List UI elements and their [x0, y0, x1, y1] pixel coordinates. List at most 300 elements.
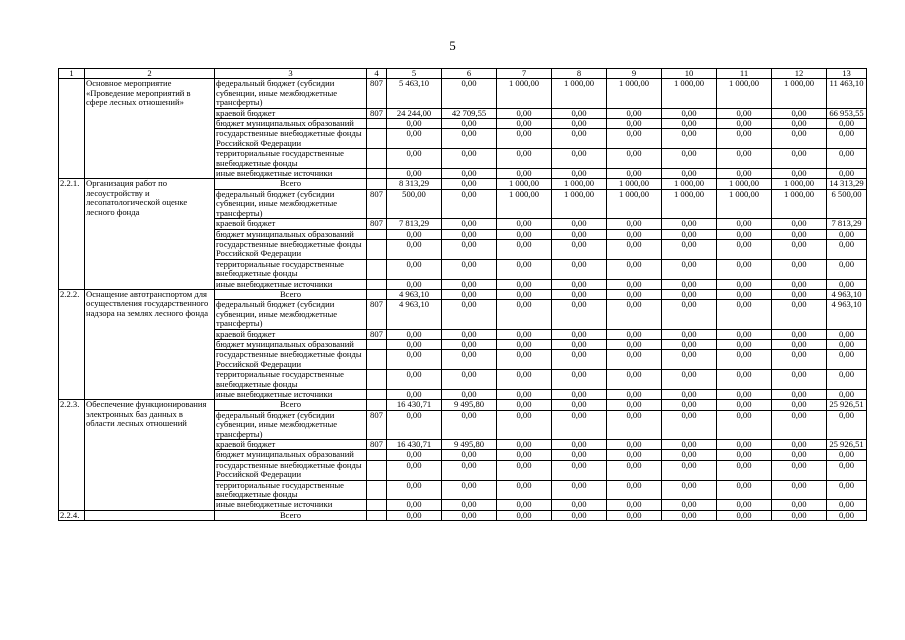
amount-cell: 0,00 [772, 460, 827, 480]
amount-cell: 0,00 [772, 219, 827, 229]
amount-cell: 14 313,29 [827, 179, 867, 189]
amount-cell: 0,00 [772, 149, 827, 169]
amount-cell: 0,00 [607, 350, 662, 370]
amount-cell: 0,00 [497, 329, 552, 339]
amount-cell: 66 953,55 [827, 108, 867, 118]
amount-cell: 0,00 [662, 259, 717, 279]
amount-cell: 16 430,71 [387, 440, 442, 450]
amount-cell: 1 000,00 [497, 189, 552, 218]
amount-cell: 0,00 [552, 169, 607, 179]
amount-cell: 0,00 [662, 390, 717, 400]
amount-cell: 0,00 [772, 370, 827, 390]
amount-cell: 0,00 [827, 239, 867, 259]
amount-cell: 0,00 [387, 339, 442, 349]
table-body [59, 79, 867, 521]
amount-cell: 0,00 [717, 350, 772, 370]
amount-cell: 0,00 [717, 279, 772, 289]
amount-cell: 0,00 [387, 480, 442, 500]
funding-source: бюджет муниципальных образований [215, 119, 367, 129]
amount-cell: 0,00 [607, 129, 662, 149]
section-name [85, 510, 215, 520]
budget-code [367, 259, 387, 279]
header-cell: 10 [662, 69, 717, 79]
amount-cell: 1 000,00 [552, 79, 607, 108]
amount-cell: 0,00 [442, 149, 497, 169]
header-cell: 12 [772, 69, 827, 79]
amount-cell: 0,00 [827, 279, 867, 289]
amount-cell: 0,00 [607, 119, 662, 129]
amount-cell: 0,00 [717, 460, 772, 480]
amount-cell: 0,00 [662, 129, 717, 149]
header-cell: 3 [215, 69, 367, 79]
amount-cell: 0,00 [772, 400, 827, 410]
amount-cell: 0,00 [387, 129, 442, 149]
amount-cell: 0,00 [607, 500, 662, 510]
amount-cell: 0,00 [827, 410, 867, 439]
amount-cell: 11 463,10 [827, 79, 867, 108]
amount-cell: 0,00 [827, 129, 867, 149]
amount-cell: 0,00 [552, 239, 607, 259]
funding-source: иные внебюджетные источники [215, 390, 367, 400]
amount-cell: 0,00 [827, 390, 867, 400]
budget-code: 807 [367, 410, 387, 439]
amount-cell: 0,00 [552, 350, 607, 370]
amount-cell: 42 709,55 [442, 108, 497, 118]
budget-code [367, 390, 387, 400]
amount-cell: 0,00 [497, 510, 552, 520]
amount-cell: 1 000,00 [662, 179, 717, 189]
amount-cell: 0,00 [662, 440, 717, 450]
budget-code: 807 [367, 440, 387, 450]
amount-cell: 0,00 [607, 370, 662, 390]
amount-cell: 0,00 [552, 129, 607, 149]
header-cell: 2 [85, 69, 215, 79]
budget-code [367, 500, 387, 510]
table-row [59, 179, 867, 189]
amount-cell: 1 000,00 [717, 179, 772, 189]
amount-cell: 0,00 [772, 350, 827, 370]
amount-cell: 1 000,00 [772, 189, 827, 218]
amount-cell: 0,00 [497, 289, 552, 299]
amount-cell: 0,00 [772, 129, 827, 149]
amount-cell: 25 926,51 [827, 400, 867, 410]
amount-cell: 0,00 [552, 259, 607, 279]
amount-cell: 0,00 [772, 329, 827, 339]
amount-cell: 0,00 [827, 149, 867, 169]
amount-cell: 0,00 [552, 500, 607, 510]
amount-cell: 0,00 [607, 329, 662, 339]
header-cell: 5 [387, 69, 442, 79]
amount-cell: 0,00 [552, 400, 607, 410]
amount-cell: 0,00 [662, 239, 717, 259]
amount-cell: 0,00 [717, 219, 772, 229]
amount-cell: 0,00 [827, 350, 867, 370]
amount-cell: 0,00 [552, 370, 607, 390]
amount-cell: 0,00 [442, 79, 497, 108]
section-number: 2.2.4. [59, 510, 85, 520]
amount-cell: 25 926,51 [827, 440, 867, 450]
amount-cell: 0,00 [772, 300, 827, 329]
amount-cell: 0,00 [607, 410, 662, 439]
amount-cell: 0,00 [387, 279, 442, 289]
header-cell: 11 [717, 69, 772, 79]
amount-cell: 0,00 [497, 259, 552, 279]
funding-source: бюджет муниципальных образований [215, 450, 367, 460]
amount-cell: 0,00 [607, 229, 662, 239]
amount-cell: 0,00 [662, 169, 717, 179]
amount-cell: 0,00 [662, 480, 717, 500]
amount-cell: 0,00 [387, 500, 442, 510]
amount-cell: 0,00 [607, 239, 662, 259]
budget-code: 807 [367, 329, 387, 339]
amount-cell: 0,00 [442, 329, 497, 339]
amount-cell: 0,00 [552, 450, 607, 460]
amount-cell: 1 000,00 [772, 179, 827, 189]
amount-cell: 0,00 [717, 119, 772, 129]
amount-cell: 0,00 [662, 460, 717, 480]
amount-cell: 0,00 [387, 229, 442, 239]
amount-cell: 0,00 [662, 410, 717, 439]
amount-cell: 1 000,00 [497, 79, 552, 108]
amount-cell: 0,00 [497, 400, 552, 410]
funding-source: государственные внебюджетные фонды Российской Федерации [215, 460, 367, 480]
amount-cell: 0,00 [442, 410, 497, 439]
funding-source: территориальные государственные внебюджетные фонды [215, 370, 367, 390]
amount-cell: 0,00 [827, 480, 867, 500]
amount-cell: 0,00 [662, 450, 717, 460]
amount-cell: 0,00 [442, 279, 497, 289]
header-cell: 4 [367, 69, 387, 79]
amount-cell: 1 000,00 [662, 79, 717, 108]
amount-cell: 4 963,10 [387, 289, 442, 299]
amount-cell: 0,00 [717, 229, 772, 239]
amount-cell: 0,00 [552, 440, 607, 450]
amount-cell: 0,00 [662, 108, 717, 118]
header-cell: 6 [442, 69, 497, 79]
amount-cell: 0,00 [717, 450, 772, 460]
amount-cell: 0,00 [607, 259, 662, 279]
amount-cell: 0,00 [662, 339, 717, 349]
amount-cell: 0,00 [442, 460, 497, 480]
amount-cell: 0,00 [772, 259, 827, 279]
amount-cell: 0,00 [607, 450, 662, 460]
amount-cell: 4 963,10 [827, 300, 867, 329]
amount-cell: 0,00 [387, 460, 442, 480]
amount-cell: 500,00 [387, 189, 442, 218]
amount-cell: 0,00 [717, 390, 772, 400]
budget-code [367, 289, 387, 299]
amount-cell: 0,00 [552, 480, 607, 500]
amount-cell: 0,00 [497, 219, 552, 229]
amount-cell: 0,00 [827, 229, 867, 239]
amount-cell: 1 000,00 [717, 79, 772, 108]
amount-cell: 0,00 [442, 339, 497, 349]
section-number: 2.2.2. [59, 289, 85, 399]
amount-cell: 0,00 [662, 350, 717, 370]
amount-cell: 0,00 [552, 390, 607, 400]
amount-cell: 0,00 [662, 500, 717, 510]
section-number: 2.2.3. [59, 400, 85, 510]
amount-cell: 0,00 [827, 259, 867, 279]
amount-cell: 0,00 [717, 329, 772, 339]
amount-cell: 0,00 [607, 480, 662, 500]
amount-cell: 0,00 [772, 108, 827, 118]
funding-source: Всего [215, 510, 367, 520]
amount-cell: 0,00 [442, 129, 497, 149]
budget-code: 807 [367, 79, 387, 108]
section-number [59, 79, 85, 179]
amount-cell: 0,00 [772, 440, 827, 450]
amount-cell: 0,00 [552, 510, 607, 520]
amount-cell: 5 463,10 [387, 79, 442, 108]
amount-cell: 0,00 [717, 510, 772, 520]
amount-cell: 0,00 [607, 400, 662, 410]
amount-cell: 0,00 [772, 279, 827, 289]
amount-cell: 0,00 [717, 289, 772, 299]
amount-cell: 24 244,00 [387, 108, 442, 118]
amount-cell: 1 000,00 [717, 189, 772, 218]
amount-cell: 0,00 [552, 108, 607, 118]
amount-cell: 0,00 [717, 440, 772, 450]
funding-source: краевой бюджет [215, 108, 367, 118]
amount-cell: 0,00 [497, 129, 552, 149]
amount-cell: 0,00 [552, 329, 607, 339]
amount-cell: 0,00 [717, 300, 772, 329]
amount-cell: 0,00 [607, 460, 662, 480]
budget-code [367, 350, 387, 370]
funding-source: Всего [215, 179, 367, 189]
budget-code [367, 510, 387, 520]
amount-cell: 0,00 [827, 329, 867, 339]
amount-cell: 0,00 [442, 480, 497, 500]
amount-cell: 0,00 [442, 259, 497, 279]
amount-cell: 0,00 [497, 440, 552, 450]
funding-source: краевой бюджет [215, 329, 367, 339]
funding-source: иные внебюджетные источники [215, 500, 367, 510]
amount-cell: 0,00 [497, 350, 552, 370]
amount-cell: 0,00 [497, 500, 552, 510]
amount-cell: 0,00 [387, 169, 442, 179]
section-name: Обеспечение функционирования электронных баз данных в области лесных отношений [85, 400, 215, 510]
amount-cell: 0,00 [442, 350, 497, 370]
amount-cell: 0,00 [442, 370, 497, 390]
amount-cell: 0,00 [442, 239, 497, 259]
amount-cell: 1 000,00 [607, 179, 662, 189]
amount-cell: 0,00 [387, 259, 442, 279]
table-row [59, 400, 867, 410]
amount-cell: 0,00 [662, 279, 717, 289]
amount-cell: 0,00 [442, 229, 497, 239]
amount-cell: 0,00 [772, 510, 827, 520]
amount-cell: 0,00 [717, 169, 772, 179]
amount-cell: 0,00 [772, 450, 827, 460]
section-number: 2.2.1. [59, 179, 85, 289]
funding-source: Всего [215, 400, 367, 410]
header-cell: 9 [607, 69, 662, 79]
budget-code [367, 149, 387, 169]
amount-cell: 0,00 [552, 289, 607, 299]
amount-cell: 0,00 [387, 350, 442, 370]
amount-cell: 0,00 [552, 339, 607, 349]
amount-cell: 0,00 [497, 300, 552, 329]
amount-cell: 1 000,00 [662, 189, 717, 218]
amount-cell: 0,00 [497, 460, 552, 480]
amount-cell: 0,00 [552, 219, 607, 229]
amount-cell: 0,00 [552, 460, 607, 480]
amount-cell: 0,00 [442, 300, 497, 329]
table-row [59, 510, 867, 520]
amount-cell: 0,00 [607, 169, 662, 179]
amount-cell: 4 963,10 [827, 289, 867, 299]
amount-cell: 0,00 [387, 390, 442, 400]
funding-source: федеральный бюджет (субсидии субвенции, иные межбюджетные трансферты) [215, 189, 367, 218]
amount-cell: 0,00 [717, 259, 772, 279]
budget-code [367, 279, 387, 289]
amount-cell: 0,00 [717, 370, 772, 390]
amount-cell: 0,00 [442, 189, 497, 218]
table-row [59, 79, 867, 108]
amount-cell: 1 000,00 [607, 79, 662, 108]
amount-cell: 0,00 [607, 300, 662, 329]
funding-source: краевой бюджет [215, 440, 367, 450]
amount-cell: 0,00 [772, 339, 827, 349]
amount-cell: 8 313,29 [387, 179, 442, 189]
amount-cell: 0,00 [497, 119, 552, 129]
amount-cell: 16 430,71 [387, 400, 442, 410]
amount-cell: 0,00 [662, 329, 717, 339]
amount-cell: 0,00 [662, 229, 717, 239]
amount-cell: 0,00 [387, 149, 442, 169]
amount-cell: 0,00 [662, 119, 717, 129]
amount-cell: 0,00 [442, 450, 497, 460]
amount-cell: 0,00 [497, 370, 552, 390]
amount-cell: 0,00 [662, 370, 717, 390]
amount-cell: 0,00 [827, 510, 867, 520]
amount-cell: 0,00 [662, 149, 717, 169]
budget-table [58, 68, 867, 521]
amount-cell: 0,00 [827, 370, 867, 390]
budget-code [367, 229, 387, 239]
budget-code: 807 [367, 108, 387, 118]
amount-cell: 0,00 [827, 119, 867, 129]
amount-cell: 0,00 [497, 480, 552, 500]
amount-cell: 0,00 [552, 300, 607, 329]
amount-cell: 0,00 [662, 400, 717, 410]
amount-cell: 0,00 [387, 410, 442, 439]
amount-cell: 0,00 [827, 450, 867, 460]
budget-code: 807 [367, 189, 387, 218]
budget-code [367, 370, 387, 390]
amount-cell: 0,00 [827, 339, 867, 349]
amount-cell: 0,00 [717, 129, 772, 149]
amount-cell: 0,00 [387, 370, 442, 390]
amount-cell: 0,00 [497, 410, 552, 439]
amount-cell: 0,00 [717, 480, 772, 500]
amount-cell: 9 495,80 [442, 400, 497, 410]
funding-source: бюджет муниципальных образований [215, 229, 367, 239]
amount-cell: 0,00 [497, 279, 552, 289]
amount-cell: 1 000,00 [607, 189, 662, 218]
amount-cell: 0,00 [552, 149, 607, 169]
amount-cell: 1 000,00 [772, 79, 827, 108]
section-name: Основное мероприятие «Проведение мероприятий в сфере лесных отношений» [85, 79, 215, 179]
amount-cell: 0,00 [607, 390, 662, 400]
amount-cell: 0,00 [717, 108, 772, 118]
budget-code: 807 [367, 300, 387, 329]
funding-source: иные внебюджетные источники [215, 169, 367, 179]
amount-cell: 0,00 [442, 119, 497, 129]
amount-cell: 0,00 [662, 510, 717, 520]
budget-code [367, 129, 387, 149]
amount-cell: 0,00 [607, 289, 662, 299]
budget-code [367, 239, 387, 259]
budget-code [367, 169, 387, 179]
amount-cell: 0,00 [607, 510, 662, 520]
section-name: Оснащение автотранспортом для осуществления государственного надзора на землях лесного фонда [85, 289, 215, 399]
amount-cell: 0,00 [497, 239, 552, 259]
amount-cell: 1 000,00 [552, 179, 607, 189]
amount-cell: 0,00 [387, 329, 442, 339]
amount-cell: 1 000,00 [552, 189, 607, 218]
amount-cell: 7 813,29 [387, 219, 442, 229]
budget-code [367, 179, 387, 189]
amount-cell: 0,00 [827, 169, 867, 179]
table-row [59, 289, 867, 299]
funding-source: территориальные государственные внебюджетные фонды [215, 259, 367, 279]
amount-cell: 1 000,00 [497, 179, 552, 189]
amount-cell: 0,00 [442, 289, 497, 299]
amount-cell: 0,00 [442, 500, 497, 510]
amount-cell: 0,00 [552, 410, 607, 439]
amount-cell: 0,00 [552, 119, 607, 129]
funding-source: краевой бюджет [215, 219, 367, 229]
amount-cell: 4 963,10 [387, 300, 442, 329]
amount-cell: 0,00 [772, 390, 827, 400]
amount-cell: 0,00 [717, 410, 772, 439]
amount-cell: 0,00 [772, 480, 827, 500]
amount-cell: 0,00 [607, 149, 662, 169]
amount-cell: 0,00 [552, 279, 607, 289]
amount-cell: 0,00 [387, 510, 442, 520]
header-cell: 13 [827, 69, 867, 79]
amount-cell: 0,00 [772, 119, 827, 129]
amount-cell: 0,00 [772, 410, 827, 439]
funding-source: бюджет муниципальных образований [215, 339, 367, 349]
funding-source: Всего [215, 289, 367, 299]
amount-cell: 0,00 [772, 229, 827, 239]
amount-cell: 9 495,80 [442, 440, 497, 450]
budget-code [367, 400, 387, 410]
amount-cell: 0,00 [772, 500, 827, 510]
amount-cell: 0,00 [717, 400, 772, 410]
amount-cell: 0,00 [552, 229, 607, 239]
budget-code: 807 [367, 219, 387, 229]
amount-cell: 0,00 [827, 460, 867, 480]
section-name: Организация работ по лесоустройству и лесопатологической оценке лесного фонда [85, 179, 215, 289]
amount-cell: 0,00 [772, 239, 827, 259]
amount-cell: 7 813,29 [827, 219, 867, 229]
funding-source: территориальные государственные внебюджетные фонды [215, 480, 367, 500]
amount-cell: 0,00 [772, 289, 827, 299]
funding-source: иные внебюджетные источники [215, 279, 367, 289]
budget-code [367, 460, 387, 480]
amount-cell: 0,00 [717, 239, 772, 259]
budget-code [367, 119, 387, 129]
amount-cell: 0,00 [442, 179, 497, 189]
funding-source: государственные внебюджетные фонды Российской Федерации [215, 239, 367, 259]
amount-cell: 0,00 [442, 390, 497, 400]
amount-cell: 0,00 [387, 119, 442, 129]
